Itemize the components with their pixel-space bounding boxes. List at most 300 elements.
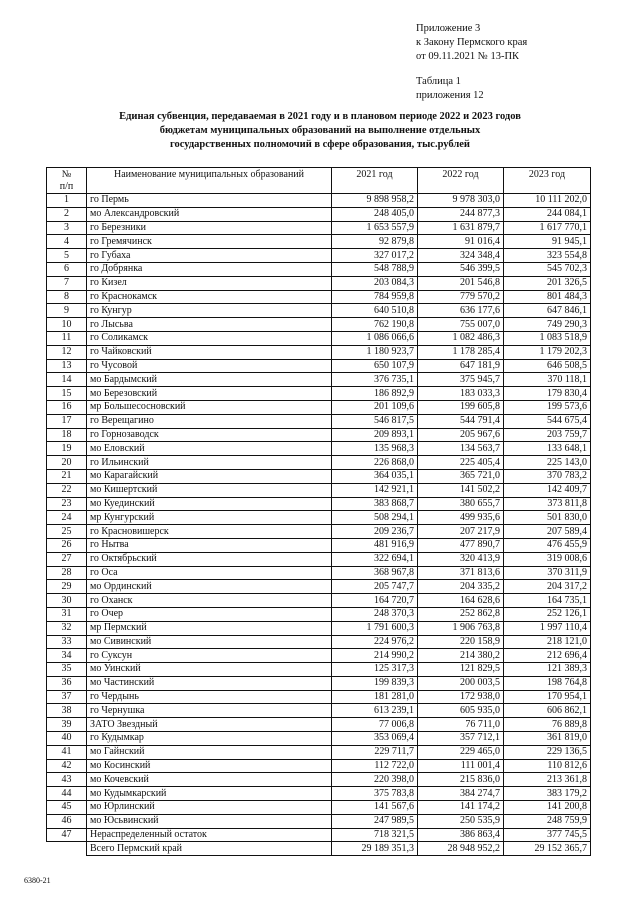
value-2023: 646 508,5 <box>504 359 591 373</box>
value-2022: 141 502,2 <box>418 483 504 497</box>
table-row <box>47 483 591 497</box>
value-2021: 181 281,0 <box>332 690 418 704</box>
row-number: 6 <box>47 262 87 276</box>
value-2023: 370 783,2 <box>504 469 591 483</box>
row-number: 38 <box>47 704 87 718</box>
table-reference <box>416 75 484 103</box>
value-2021: 199 839,3 <box>332 676 418 690</box>
value-2021: 77 006,8 <box>332 718 418 732</box>
row-number: 9 <box>47 304 87 318</box>
value-2021: 92 879,8 <box>332 235 418 249</box>
table-row <box>47 814 591 828</box>
row-number: 8 <box>47 290 87 304</box>
row-number: 21 <box>47 469 87 483</box>
total-blank <box>47 842 87 856</box>
municipality-name: го Лысьва <box>87 318 332 332</box>
municipality-name: мо Ординский <box>87 580 332 594</box>
appendix-reference <box>416 22 527 64</box>
value-2022: 647 181,9 <box>418 359 504 373</box>
value-2022: 477 890,7 <box>418 538 504 552</box>
table-row <box>47 318 591 332</box>
row-number: 5 <box>47 249 87 263</box>
value-2021: 322 694,1 <box>332 552 418 566</box>
municipality-name: мо Гайнский <box>87 745 332 759</box>
header-number: № п/п <box>47 168 87 194</box>
municipality-name: го Очер <box>87 607 332 621</box>
value-2023: 370 311,9 <box>504 566 591 580</box>
total-2022: 28 948 952,2 <box>418 842 504 856</box>
table-ref-line: Таблица 1 <box>416 76 461 87</box>
table-row <box>47 235 591 249</box>
value-2022: 544 791,4 <box>418 414 504 428</box>
value-2023: 545 702,3 <box>504 262 591 276</box>
table-row <box>47 276 591 290</box>
table-row <box>47 552 591 566</box>
row-number: 37 <box>47 690 87 704</box>
row-number: 19 <box>47 442 87 456</box>
table-row <box>47 442 591 456</box>
value-2021: 135 968,3 <box>332 442 418 456</box>
municipality-name: го Кунгур <box>87 304 332 318</box>
value-2021: 508 294,1 <box>332 511 418 525</box>
table-row <box>47 690 591 704</box>
appendix-line: Приложение 3 <box>416 23 481 34</box>
appendix-line: к Закону Пермского края <box>416 37 528 48</box>
value-2022: 204 335,2 <box>418 580 504 594</box>
value-2023: 377 745,5 <box>504 828 591 842</box>
municipality-name: го Чернушка <box>87 704 332 718</box>
value-2022: 636 177,6 <box>418 304 504 318</box>
value-2021: 613 239,1 <box>332 704 418 718</box>
value-2022: 365 721,0 <box>418 469 504 483</box>
value-2023: 204 317,2 <box>504 580 591 594</box>
municipality-name: го Оханск <box>87 594 332 608</box>
table-row <box>47 773 591 787</box>
municipality-name: го Чайковский <box>87 345 332 359</box>
municipality-name: мо Кишертский <box>87 483 332 497</box>
table-row <box>47 456 591 470</box>
value-2022: 183 033,3 <box>418 387 504 401</box>
value-2022: 229 465,0 <box>418 745 504 759</box>
value-2023: 501 830,0 <box>504 511 591 525</box>
municipality-name: мо Юсьвинский <box>87 814 332 828</box>
value-2023: 244 084,1 <box>504 207 591 221</box>
municipality-name: го Кизел <box>87 276 332 290</box>
value-2022: 384 274,7 <box>418 787 504 801</box>
value-2022: 380 655,7 <box>418 497 504 511</box>
table-row <box>47 345 591 359</box>
value-2023: 248 759,9 <box>504 814 591 828</box>
table-row <box>47 704 591 718</box>
value-2021: 203 084,3 <box>332 276 418 290</box>
value-2021: 368 967,8 <box>332 566 418 580</box>
value-2023: 76 889,8 <box>504 718 591 732</box>
municipality-name: го Нытва <box>87 538 332 552</box>
municipality-name: мо Березовский <box>87 387 332 401</box>
table-row <box>47 497 591 511</box>
row-number: 18 <box>47 428 87 442</box>
table-row <box>47 787 591 801</box>
municipality-name: го Пермь <box>87 194 332 208</box>
municipality-name: го Чусовой <box>87 359 332 373</box>
municipality-name: мо Бардымский <box>87 373 332 387</box>
municipality-name: мо Еловский <box>87 442 332 456</box>
value-2022: 546 399,5 <box>418 262 504 276</box>
value-2022: 1 178 285,4 <box>418 345 504 359</box>
value-2023: 749 290,3 <box>504 318 591 332</box>
value-2022: 755 007,0 <box>418 318 504 332</box>
value-2021: 209 893,1 <box>332 428 418 442</box>
value-2023: 383 179,2 <box>504 787 591 801</box>
table-row <box>47 580 591 594</box>
table-row <box>47 538 591 552</box>
table-row <box>47 635 591 649</box>
value-2023: 212 696,4 <box>504 649 591 663</box>
value-2023: 10 111 202,0 <box>504 194 591 208</box>
value-2022: 371 813,6 <box>418 566 504 580</box>
value-2023: 142 409,7 <box>504 483 591 497</box>
table-row <box>47 732 591 746</box>
value-2021: 364 035,1 <box>332 469 418 483</box>
table-row <box>47 304 591 318</box>
value-2021: 229 711,7 <box>332 745 418 759</box>
value-2022: 207 217,9 <box>418 525 504 539</box>
municipality-name: мо Уинский <box>87 663 332 677</box>
total-label: Всего Пермский край <box>87 842 332 856</box>
row-number: 44 <box>47 787 87 801</box>
municipality-name: го Суксун <box>87 649 332 663</box>
row-number: 41 <box>47 745 87 759</box>
total-2021: 29 189 351,3 <box>332 842 418 856</box>
value-2023: 1 997 110,4 <box>504 621 591 635</box>
value-2023: 606 862,1 <box>504 704 591 718</box>
municipality-name: го Березники <box>87 221 332 235</box>
value-2022: 121 829,5 <box>418 663 504 677</box>
table-row <box>47 511 591 525</box>
table-row <box>47 262 591 276</box>
value-2023: 179 830,4 <box>504 387 591 401</box>
value-2021: 353 069,4 <box>332 732 418 746</box>
value-2023: 218 121,0 <box>504 635 591 649</box>
row-number: 2 <box>47 207 87 221</box>
value-2023: 213 361,8 <box>504 773 591 787</box>
value-2023: 141 200,8 <box>504 801 591 815</box>
value-2022: 172 938,0 <box>418 690 504 704</box>
municipality-name: мо Кудымкарский <box>87 787 332 801</box>
value-2021: 1 791 600,3 <box>332 621 418 635</box>
row-number: 16 <box>47 400 87 414</box>
municipality-name: го Соликамск <box>87 331 332 345</box>
row-number: 25 <box>47 525 87 539</box>
value-2023: 1 617 770,1 <box>504 221 591 235</box>
table-row <box>47 594 591 608</box>
value-2022: 141 174,2 <box>418 801 504 815</box>
value-2022: 1 631 879,7 <box>418 221 504 235</box>
table-row <box>47 745 591 759</box>
value-2021: 220 398,0 <box>332 773 418 787</box>
municipality-name: мо Юрлинский <box>87 801 332 815</box>
row-number: 42 <box>47 759 87 773</box>
table-header-row <box>47 168 591 194</box>
value-2021: 548 788,9 <box>332 262 418 276</box>
value-2022: 91 016,4 <box>418 235 504 249</box>
value-2023: 361 819,0 <box>504 732 591 746</box>
appendix-line: от 09.11.2021 № 13-ПК <box>416 51 520 62</box>
value-2021: 205 747,7 <box>332 580 418 594</box>
row-number: 35 <box>47 663 87 677</box>
row-number: 11 <box>47 331 87 345</box>
row-number: 17 <box>47 414 87 428</box>
table-row <box>47 428 591 442</box>
table-row <box>47 759 591 773</box>
table-row <box>47 676 591 690</box>
municipality-name: мо Александровский <box>87 207 332 221</box>
row-number: 10 <box>47 318 87 332</box>
value-2023: 225 143,0 <box>504 456 591 470</box>
table-row <box>47 469 591 483</box>
value-2021: 546 817,5 <box>332 414 418 428</box>
municipality-name: мр Пермский <box>87 621 332 635</box>
municipality-name: го Оса <box>87 566 332 580</box>
municipality-name: го Горнозаводск <box>87 428 332 442</box>
value-2021: 784 959,8 <box>332 290 418 304</box>
municipality-name: го Добрянка <box>87 262 332 276</box>
row-number: 4 <box>47 235 87 249</box>
table-row <box>47 663 591 677</box>
municipality-name: мр Большесосновский <box>87 400 332 414</box>
value-2023: 110 812,6 <box>504 759 591 773</box>
row-number: 32 <box>47 621 87 635</box>
total-row <box>47 842 591 856</box>
value-2022: 9 978 303,0 <box>418 194 504 208</box>
municipality-name: мо Частинский <box>87 676 332 690</box>
table-row <box>47 566 591 580</box>
subvention-table <box>46 167 591 856</box>
value-2022: 201 546,8 <box>418 276 504 290</box>
value-2022: 250 535,9 <box>418 814 504 828</box>
value-2021: 327 017,2 <box>332 249 418 263</box>
value-2021: 650 107,9 <box>332 359 418 373</box>
value-2021: 718 321,5 <box>332 828 418 842</box>
municipality-name: мр Кунгурский <box>87 511 332 525</box>
table-row <box>47 373 591 387</box>
table-row <box>47 400 591 414</box>
municipality-name: го Верещагино <box>87 414 332 428</box>
row-number: 33 <box>47 635 87 649</box>
table-row <box>47 718 591 732</box>
value-2021: 142 921,1 <box>332 483 418 497</box>
value-2022: 220 158,9 <box>418 635 504 649</box>
value-2021: 481 916,9 <box>332 538 418 552</box>
title-line: Единая субвенция, передаваемая в 2021 году и в плановом периоде 2022 и 2023 годов <box>119 111 521 122</box>
value-2021: 214 990,2 <box>332 649 418 663</box>
municipality-name: мо Кочевский <box>87 773 332 787</box>
value-2022: 357 712,1 <box>418 732 504 746</box>
row-number: 13 <box>47 359 87 373</box>
table-row <box>47 221 591 235</box>
row-number: 1 <box>47 194 87 208</box>
row-number: 14 <box>47 373 87 387</box>
value-2021: 226 868,0 <box>332 456 418 470</box>
value-2023: 544 675,4 <box>504 414 591 428</box>
value-2021: 125 317,3 <box>332 663 418 677</box>
value-2023: 373 811,8 <box>504 497 591 511</box>
value-2023: 203 759,7 <box>504 428 591 442</box>
value-2022: 214 380,2 <box>418 649 504 663</box>
table-row <box>47 194 591 208</box>
value-2021: 762 190,8 <box>332 318 418 332</box>
value-2023: 252 126,1 <box>504 607 591 621</box>
header-2022: 2022 год <box>418 168 504 194</box>
value-2021: 201 109,6 <box>332 400 418 414</box>
table-row <box>47 621 591 635</box>
value-2022: 324 348,4 <box>418 249 504 263</box>
row-number: 12 <box>47 345 87 359</box>
table-row <box>47 828 591 842</box>
value-2023: 207 589,4 <box>504 525 591 539</box>
document-code: 6380-21 <box>24 876 51 885</box>
value-2021: 164 720,7 <box>332 594 418 608</box>
header-municipality: Наименование муниципальных образований <box>87 168 332 194</box>
value-2021: 247 989,5 <box>332 814 418 828</box>
value-2021: 375 783,8 <box>332 787 418 801</box>
value-2023: 476 455,9 <box>504 538 591 552</box>
table-row <box>47 801 591 815</box>
value-2021: 186 892,9 <box>332 387 418 401</box>
table-row <box>47 607 591 621</box>
row-number: 40 <box>47 732 87 746</box>
row-number: 20 <box>47 456 87 470</box>
value-2022: 76 711,0 <box>418 718 504 732</box>
value-2022: 605 935,0 <box>418 704 504 718</box>
row-number: 39 <box>47 718 87 732</box>
row-number: 7 <box>47 276 87 290</box>
value-2023: 170 954,1 <box>504 690 591 704</box>
title-line: бюджетам муниципальных образований на выполнение отдельных <box>159 125 481 136</box>
value-2023: 370 118,1 <box>504 373 591 387</box>
municipality-name: мо Сивинский <box>87 635 332 649</box>
value-2022: 199 605,8 <box>418 400 504 414</box>
value-2023: 121 389,3 <box>504 663 591 677</box>
row-number: 30 <box>47 594 87 608</box>
value-2022: 320 413,9 <box>418 552 504 566</box>
municipality-name: го Красновишерск <box>87 525 332 539</box>
municipality-name: го Чердынь <box>87 690 332 704</box>
value-2021: 376 735,1 <box>332 373 418 387</box>
value-2021: 1 086 066,6 <box>332 331 418 345</box>
value-2023: 198 764,8 <box>504 676 591 690</box>
value-2021: 248 370,3 <box>332 607 418 621</box>
municipality-name: го Октябрьский <box>87 552 332 566</box>
value-2022: 499 935,6 <box>418 511 504 525</box>
table-row <box>47 331 591 345</box>
row-number: 36 <box>47 676 87 690</box>
row-number: 45 <box>47 801 87 815</box>
value-2023: 801 484,3 <box>504 290 591 304</box>
municipality-name: го Краснокамск <box>87 290 332 304</box>
row-number: 28 <box>47 566 87 580</box>
row-number: 43 <box>47 773 87 787</box>
table-row <box>47 249 591 263</box>
table-row <box>47 387 591 401</box>
title-line: государственных полномочий в сфере образования, тыс.рублей <box>170 139 470 150</box>
row-number: 34 <box>47 649 87 663</box>
value-2023: 201 326,5 <box>504 276 591 290</box>
row-number: 29 <box>47 580 87 594</box>
value-2021: 1 180 923,7 <box>332 345 418 359</box>
value-2021: 112 722,0 <box>332 759 418 773</box>
header-2023: 2023 год <box>504 168 591 194</box>
municipality-name: го Губаха <box>87 249 332 263</box>
value-2022: 386 863,4 <box>418 828 504 842</box>
value-2022: 205 967,6 <box>418 428 504 442</box>
value-2021: 9 898 958,2 <box>332 194 418 208</box>
header-2021: 2021 год <box>332 168 418 194</box>
value-2022: 215 836,0 <box>418 773 504 787</box>
municipality-name: го Ильинский <box>87 456 332 470</box>
document-title <box>90 110 550 152</box>
value-2021: 141 567,6 <box>332 801 418 815</box>
row-number: 15 <box>47 387 87 401</box>
row-number: 23 <box>47 497 87 511</box>
value-2023: 199 573,6 <box>504 400 591 414</box>
value-2023: 164 735,1 <box>504 594 591 608</box>
value-2021: 1 653 557,9 <box>332 221 418 235</box>
table-row <box>47 359 591 373</box>
row-number: 31 <box>47 607 87 621</box>
municipality-name: го Гремячинск <box>87 235 332 249</box>
value-2022: 1 082 486,3 <box>418 331 504 345</box>
value-2023: 647 846,1 <box>504 304 591 318</box>
total-2023: 29 152 365,7 <box>504 842 591 856</box>
value-2022: 225 405,4 <box>418 456 504 470</box>
value-2021: 224 976,2 <box>332 635 418 649</box>
value-2023: 1 179 202,3 <box>504 345 591 359</box>
table-ref-line: приложения 12 <box>416 90 484 101</box>
value-2021: 209 236,7 <box>332 525 418 539</box>
municipality-name: мо Косинский <box>87 759 332 773</box>
value-2022: 779 570,2 <box>418 290 504 304</box>
table-row <box>47 525 591 539</box>
table-row <box>47 290 591 304</box>
value-2022: 244 877,3 <box>418 207 504 221</box>
municipality-name: го Кудымкар <box>87 732 332 746</box>
table-row <box>47 207 591 221</box>
value-2021: 383 868,7 <box>332 497 418 511</box>
row-number: 47 <box>47 828 87 842</box>
municipality-name: мо Куединский <box>87 497 332 511</box>
value-2022: 111 001,4 <box>418 759 504 773</box>
value-2022: 252 862,8 <box>418 607 504 621</box>
value-2023: 323 554,8 <box>504 249 591 263</box>
value-2022: 134 563,7 <box>418 442 504 456</box>
value-2021: 640 510,8 <box>332 304 418 318</box>
municipality-name: Нераспределенный остаток <box>87 828 332 842</box>
municipality-name: мо Карагайский <box>87 469 332 483</box>
value-2023: 1 083 518,9 <box>504 331 591 345</box>
value-2023: 319 008,6 <box>504 552 591 566</box>
value-2022: 375 945,7 <box>418 373 504 387</box>
value-2022: 164 628,6 <box>418 594 504 608</box>
row-number: 24 <box>47 511 87 525</box>
value-2022: 1 906 763,8 <box>418 621 504 635</box>
row-number: 22 <box>47 483 87 497</box>
row-number: 46 <box>47 814 87 828</box>
table-row <box>47 414 591 428</box>
row-number: 3 <box>47 221 87 235</box>
municipality-name: ЗАТО Звездный <box>87 718 332 732</box>
value-2023: 133 648,1 <box>504 442 591 456</box>
